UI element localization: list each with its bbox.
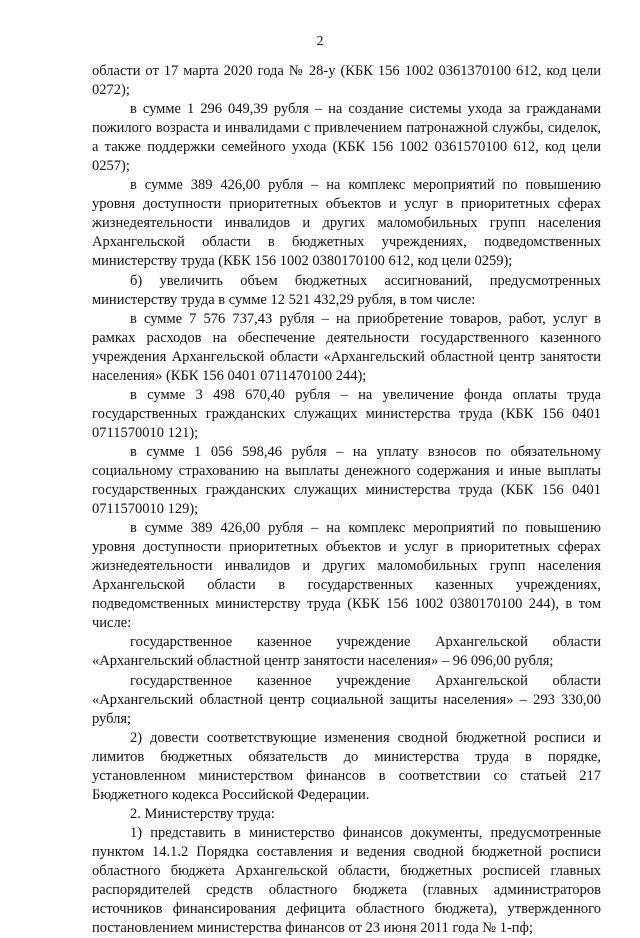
- paragraph-amount-insurance: в сумме 1 056 598,46 рубля – на уплату взносов по обязательному социальному страхованию на выплаты денежного содержания и иные выплаты государственных гражданских служащих министерства труда (КБК 156 0401 0711570010 129);: [92, 443, 601, 518]
- paragraph-continuation: области от 17 марта 2020 года № 28-у (КБК 156 1002 0361370100 612, код цели 0272);: [92, 63, 601, 99]
- paragraph-amount-payroll: в сумме 3 498 670,40 рубля – на увеличение фонда оплаты труда государственных гражданских служащих министерства труда (КБК 156 0401 0711570010 121);: [92, 386, 601, 441]
- paragraph-submit-documents: 1) представить в министерство финансов документы, предусмотренные пунктом 14.1.2 Порядка составления и ведения сводной бюджетной росписи областного бюджета Архангельской области, бюджетных росписей главных распорядителей средств областного бюджета (главных администраторов источников финансирования дефицита областного бюджета), утвержденного постановлением министерства финансов от 23 июня 2011 года № 1-пф;: [92, 824, 601, 937]
- paragraph-section-2-heading: 2. Министерству труда:: [130, 805, 275, 822]
- document-body: [92, 62, 601, 938]
- paragraph-bring-changes: 2) довести соответствующие изменения сводной бюджетной росписи и лимитов бюджетных обязательств до министерства труда в порядке, установленном министерством финансов в соответствии со статьей 217 Бюджетного кодекса Российской Федерации.: [92, 729, 601, 803]
- paragraph-increase-allocations: б) увеличить объем бюджетных ассигнований, предусмотренных министерству труда в сумме 12 521 432,29 рубля, в том числе:: [92, 272, 601, 308]
- paragraph-amount-goods-services: в сумме 7 576 737,43 рубля – на приобретение товаров, работ, услуг в рамках расходов на обеспечение деятельности государственного казенного учреждения Архангельской области «Архангельский областной центр занятости населения» (КБК 156 0401 0711470100 244);: [92, 310, 601, 384]
- paragraph-amount-care-system: в сумме 1 296 049,39 рубля – на создание системы ухода за гражданами пожилого возраста и инвалидами с привлечением патронажной службы, сиделок, а также поддержки семейного ухода (КБК 156 1002 0361570100 612, код цели 0257);: [92, 101, 601, 175]
- paragraph-amount-accessibility-budget: в сумме 389 426,00 рубля – на комплекс мероприятий по повышению уровня доступности приоритетных объектов и услуг в приоритетных сферах жизнедеятельности инвалидов и других маломобильных групп населения Архангельской области в бюджетных учреждениях, подведомственных министерству труда (КБК 156 1002 0380170100 612, код цели 0259);: [92, 177, 601, 270]
- page-number: 2: [316, 34, 324, 49]
- paragraph-employment-center: государственное казенное учреждение Архангельской области «Архангельский областной центр занятости населения» – 96 096,00 рубля;: [92, 634, 601, 670]
- paragraph-social-protection-center: государственное казенное учреждение Архангельской области «Архангельский областной центр социальной защиты населения» – 293 330,00 рубля;: [92, 672, 601, 727]
- paragraph-amount-accessibility-state: в сумме 389 426,00 рубля – на комплекс мероприятий по повышению уровня доступности приоритетных объектов и услуг в приоритетных сферах жизнедеятельности инвалидов и других маломобильных групп населения Архангельской области в государственных казенных учреждениях, подведомственных министерству труда (КБК 156 1002 0380170100 244), в том числе:: [92, 520, 601, 632]
